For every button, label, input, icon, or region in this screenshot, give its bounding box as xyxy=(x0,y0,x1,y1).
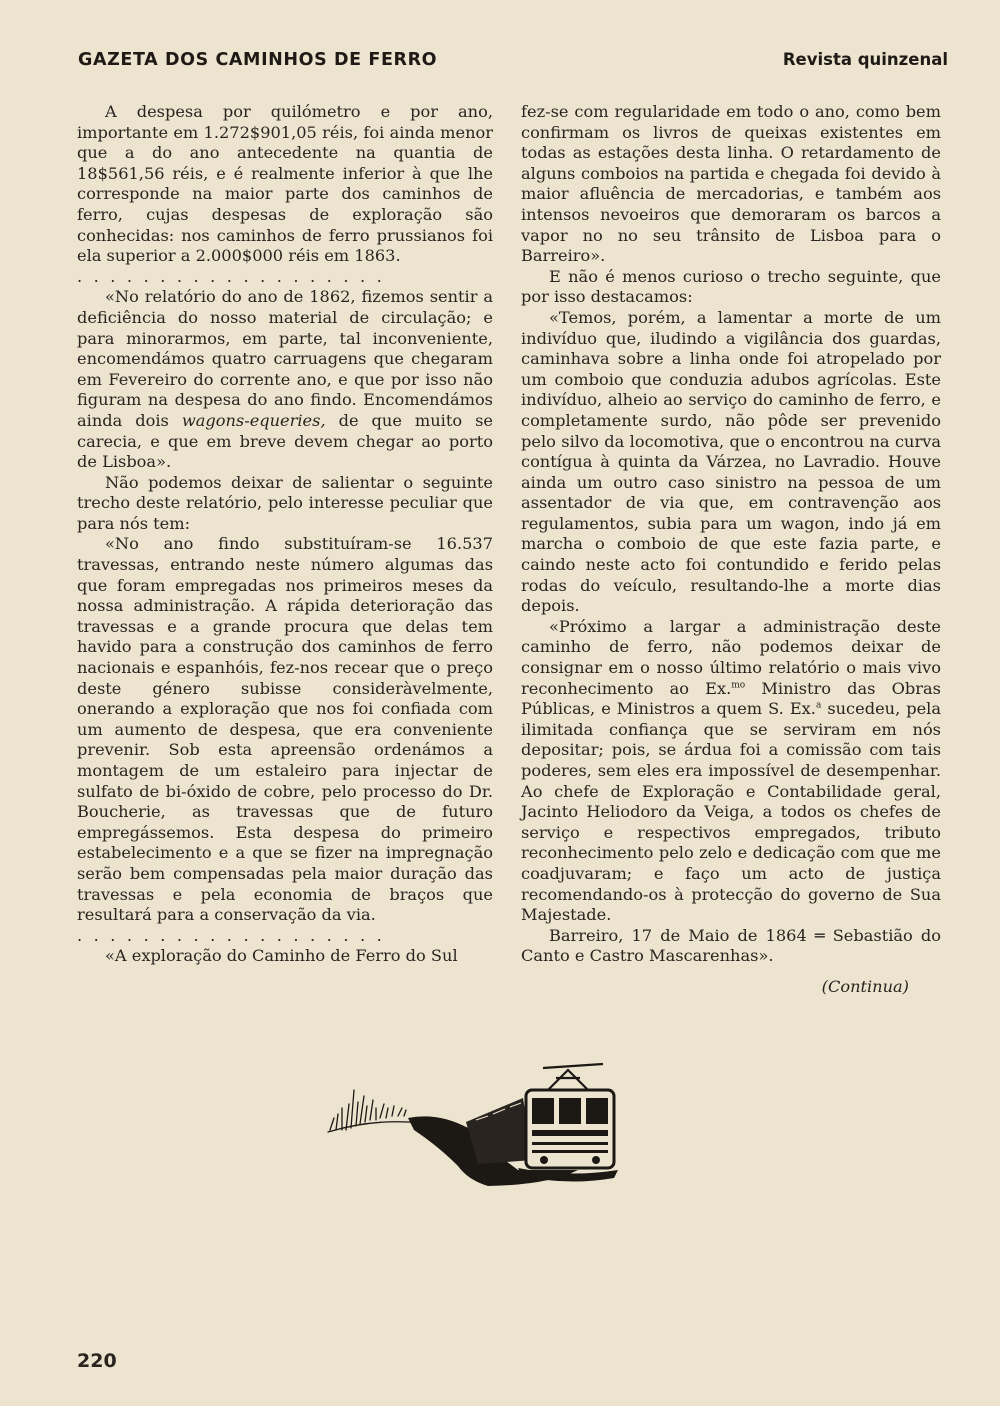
journal-subtitle: Revista quinzenal xyxy=(782,50,948,69)
right-paragraph-5: Barreiro, 17 de Maio de 1864 ═ Sebastião do Canto e Castro Mascarenhas». xyxy=(521,925,941,966)
right-paragraph-4-text-b: Ministro das Obras Públicas, e Ministros a quem S. Ex. xyxy=(521,678,941,719)
right-paragraph-2: E não é menos curioso o trecho seguinte, que por isso destacamos: xyxy=(521,266,941,307)
page-number: 220 xyxy=(77,1350,117,1372)
right-paragraph-4-text-c: sucedeu, pela ilimitada confiança que se serviram em nós depositar; pois, se árdua foi a comissão com tais poderes, sem eles era impossível de desempenhar. Ao chefe de Exploração e Contabilidade geral, Jacinto Heliodoro da Veiga, a todos os chefes de serviço e respectivos empregados, tributo reconhecimento pelo zelo e dedicação com que me coadjuvaram; e faço um acto de justiça recomendando-os à protecção do governo de Sua Majestade. xyxy=(521,699,941,925)
right-paragraph-3: «Temos, porém, a lamentar a morte de um indivíduo que, iludindo a vigilância dos guardas, caminhava sobre a linha onde foi atropelado por um comboio que conduzia adubos agrícolas. Este indivíduo, alheio ao serviço do caminho de ferro, e completamente surdo, não pôde ser prevenido pelo silvo da locomotiva, que o encontrou na curva contígua à quinta da Várzea, no Lavradio. Houve ainda um outro caso sinistro na pessoa de um assentador de via que, em contravenção aos regulamentos, subia para um wagon, indo já em marcha o comboio de que este fazia parte, e caindo neste acto foi contundido e ferido pelas rodas do veículo, resultando-lhe a morte dias depois. xyxy=(521,307,941,616)
left-paragraph-3: Não podemos deixar de salientar o seguinte trecho deste relatório, pelo interesse peculiar que para nós tem: xyxy=(77,472,493,533)
electric-train-illustration xyxy=(318,1060,628,1195)
left-paragraph-5: «A exploração do Caminho de Ferro do Sul xyxy=(105,946,458,966)
right-column xyxy=(521,102,941,998)
left-paragraph-2-text-a: «No relatório do ano de 1862, fizemos sentir a deficiência do nosso material de circulação; e para minorarmos, em parte, tal inconveniente, encomendámos quatro carruagens que chegaram em Fevereiro do corrente ano, e que por isso não figuram na despesa do ano findo. Encomendámos ainda dois xyxy=(77,287,493,430)
ellipsis-divider-1: ................... xyxy=(77,266,394,286)
left-paragraph-1: A despesa por quilómetro e por ano, importante em 1.272$901,05 réis, foi ainda menor que a do ano antecedente na quantia de 18$561,56 réis, e é realmente inferior à que lhe corresponde na maior parte dos caminhos de ferro, cujas despesas de exploração são conhecidas: nos caminhos de ferro prussianos foi ela superior a 2.000$000 réis em 1863. xyxy=(77,102,493,266)
continua-label: (Continua) xyxy=(821,976,909,996)
left-paragraph-2-text-b: de que muito se carecia, e que em breve devem chegar ao porto de Lisboa». xyxy=(77,410,494,472)
superscript-a: a xyxy=(815,700,822,711)
ellipsis-divider-2: ................... xyxy=(77,925,394,945)
left-paragraph-2 xyxy=(77,287,493,472)
journal-title: GAZETA DOS CAMINHOS DE FERRO xyxy=(78,50,438,70)
right-paragraph-1: fez-se com regularidade em todo o ano, como bem confirmam os livros de queixas existentes em todas as estações desta linha. O retardamento de alguns comboios na partida e chegada foi devido à maior afluência de mercadorias, e também aos intensos nevoeiros que demoraram os barcos a vapor no no seu trânsito de Lisboa para o Barreiro». xyxy=(521,102,941,266)
right-paragraph-4 xyxy=(521,617,941,926)
left-paragraph-2-italic: wagons-equeries, xyxy=(181,410,326,430)
superscript-mo: mo xyxy=(731,680,746,691)
left-column xyxy=(77,102,493,967)
right-paragraph-4-text-a: «Próximo a largar a administração deste caminho de ferro, não podemos deixar de consignar em o nosso último relatório o mais vivo reconhecimento ao Ex. xyxy=(521,616,941,698)
left-paragraph-4: «No ano findo substituíram-se 16.537 travessas, entrando neste número algumas das que foram empregadas nos primeiros meses da nossa administração. A rápida deterioração das travessas e a grande procura que delas tem havido para a construção dos caminhos de ferro nacionais e espanhóis, fez-nos recear que o preço deste género subisse consideràvelmente, onerando a exploração que nos foi confiada com um aumento de despesa, que era conveniente prevenir. Sob esta apreensão ordenámos a montagem de um estaleiro para injectar de sulfato de bi-óxido de cobre, pelo processo do Dr. Boucherie, as travessas que de futuro empregássemos. Esta despesa do primeiro estabelecimento e a que se fizer na impregnação serão bem compensadas pela maior duração das travessas e pela economia de braços que resultará para a conservação da via. xyxy=(77,534,493,925)
